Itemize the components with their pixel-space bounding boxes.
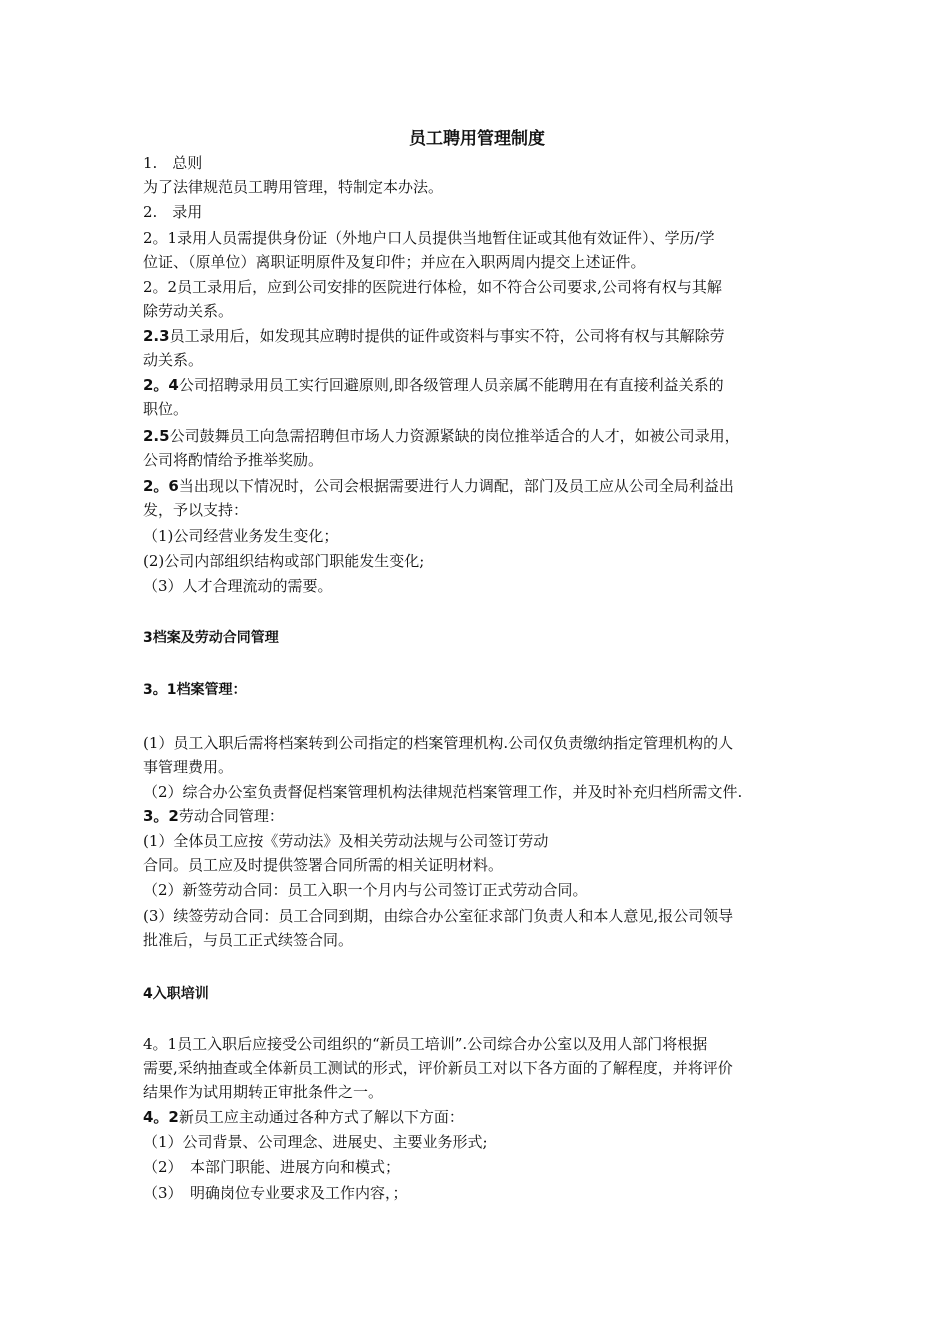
contract-item-3-line-1: (3）续签劳动合同：员工合同到期，由综合办公室征求部门负责人和本人意见,报公司领导	[143, 907, 734, 925]
clause-2-5-line-1: 2.5公司鼓舞员工向急需招聘但市场人力资源紧缺的岗位推举适合的人才，如被公司录用，	[143, 427, 740, 445]
contract-item-2: （2）新签劳动合同：员工入职一个月内与公司签订正式劳动合同。	[143, 881, 588, 899]
document-title: 员工聘用管理制度	[409, 129, 545, 149]
clause-2-6-line-2: 发，予以支持：	[143, 501, 249, 519]
training-4-1-line-1: 4。1员工入职后应接受公司组织的“新员工培训”.公司综合办公室以及用人部门将根据	[143, 1035, 708, 1053]
training-item-3: （3） 明确岗位专业要求及工作内容，；	[143, 1184, 408, 1202]
condition-3: （3）人才合理流动的需要。	[143, 577, 333, 595]
section-1-text: 为了法律规范员工聘用管理，特制定本办法。	[143, 178, 444, 196]
clause-2-2-line-2: 除劳动关系。	[143, 302, 234, 320]
section-4-heading: 4入职培训	[143, 986, 209, 1002]
training-item-1: （1）公司背景、公司理念、进展史、主要业务形式;	[143, 1133, 488, 1151]
training-4-2: 4。2新员工应主动通过各种方式了解以下方面：	[143, 1108, 464, 1126]
contract-item-1-line-1: (1）全体员工应按《劳动法》及相关劳动法规与公司签订劳动	[143, 832, 549, 850]
clause-2-4-line-2: 职位。	[143, 400, 189, 418]
archive-item-1-line-2: 事管理费用。	[143, 758, 234, 776]
training-4-1-line-2: 需要,采纳抽查或全体新员工测试的形式，评价新员工对以下各方面的了解程度，并将评价	[143, 1059, 733, 1077]
clause-2-3-line-2: 动关系。	[143, 351, 204, 369]
training-4-1-line-3: 结果作为试用期转正审批条件之一。	[143, 1083, 384, 1101]
contract-item-3-line-2: 批准后，与员工正式续签合同。	[143, 931, 354, 949]
archive-item-2: （2）综合办公室负责督促档案管理机构法律规范档案管理工作，并及时补充归档所需文件.	[143, 783, 743, 801]
training-item-2: （2） 本部门职能、进展方向和模式；	[143, 1158, 401, 1176]
section-3-1-heading: 3。1档案管理：	[143, 682, 247, 698]
clause-2-1-line-1: 2。1录用人员需提供身份证（外地户口人员提供当地暂住证或其他有效证件）、学历/学	[143, 229, 715, 247]
clause-2-2-line-1: 2。2员工录用后，应到公司安排的医院进行体检，如不符合公司要求,公司将有权与其解	[143, 278, 722, 296]
archive-item-1-line-1: (1）员工入职后需将档案转到公司指定的档案管理机构.公司仅负责缴纳指定管理机构的人	[143, 734, 734, 752]
clause-2-4-line-1: 2。4公司招聘录用员工实行回避原则,即各级管理人员亲属不能聘用在有直接利益关系的	[143, 376, 724, 394]
section-3-heading: 3档案及劳动合同管理	[143, 630, 279, 646]
section-1-heading: 1. 总则	[143, 154, 203, 172]
condition-1: （1)公司经营业务发生变化；	[143, 527, 339, 545]
clause-2-5-line-2: 公司将酌情给予推举奖励。	[143, 451, 324, 469]
section-2-heading: 2. 录用	[143, 203, 203, 221]
section-3-2-heading: 3。2劳动合同管理：	[143, 807, 284, 825]
contract-item-1-line-2: 合同。员工应及时提供签署合同所需的相关证明材料。	[143, 856, 504, 874]
condition-2: (2)公司内部组织结构或部门职能发生变化;	[143, 552, 425, 570]
clause-2-1-line-2: 位证、（原单位）离职证明原件及复印件；并应在入职两周内提交上述证件。	[143, 253, 646, 271]
clause-2-3-line-1: 2.3员工录用后，如发现其应聘时提供的证件或资料与事实不符，公司将有权与其解除劳	[143, 327, 725, 345]
clause-2-6-line-1: 2。6当出现以下情况时，公司会根据需要进行人力调配，部门及员工应从公司全局利益出	[143, 477, 734, 495]
